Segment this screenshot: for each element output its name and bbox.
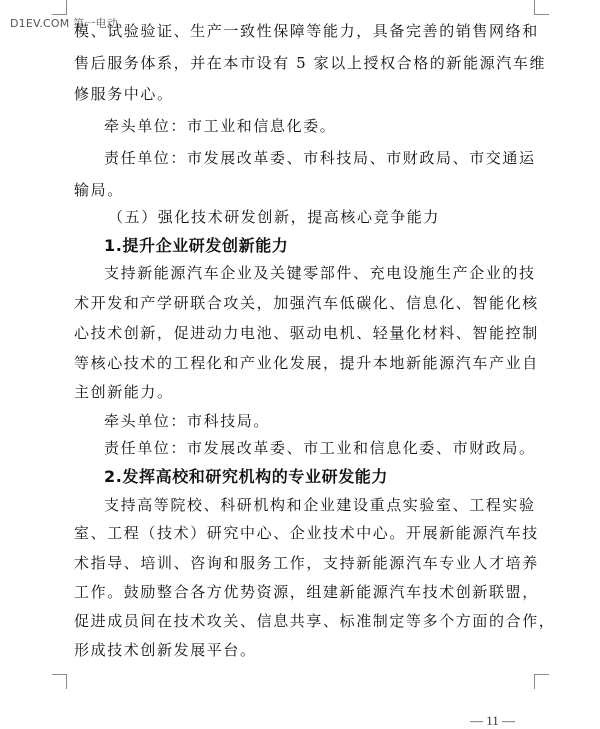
text-line: 形成技术创新发展平台。: [74, 641, 257, 659]
watermark: D1EV.COM 第一电动: [10, 17, 118, 30]
subsection-heading: 1.提升企业研发创新能力: [104, 236, 289, 255]
text-line: 售后服务体系，并在本市设有 5 家以上授权合格的新能源汽车维: [74, 54, 547, 72]
text-line: 工作。鼓励整合各方优势资源，组建新能源汽车技术创新联盟，: [74, 583, 539, 601]
text-line: 术指导、培训、咨询和服务工作，支持新能源汽车专业人才培养: [74, 554, 539, 572]
crop-mark-top-left: [52, 0, 67, 15]
crop-mark-bottom-right: [534, 674, 549, 689]
lead-unit-line: 牵头单位：市科技局。: [104, 412, 271, 430]
text-line: 支持高等院校、科研机构和企业建设重点实验室、工程实验: [104, 496, 536, 514]
crop-mark-top-right: [534, 0, 549, 15]
text-line: 模、试验验证、生产一致性保障等能力，具备完善的销售网络和: [74, 22, 539, 40]
text-line: 心技术创新，促进动力电池、驱动电机、轻量化材料、智能控制: [74, 324, 539, 342]
responsible-unit-line: 责任单位：市发展改革委、市科技局、市财政局、市交通运: [104, 149, 536, 167]
text-line: 主创新能力。: [74, 383, 174, 401]
text-line: 室、工程（技术）研究中心、企业技术中心。开展新能源汽车技: [74, 524, 539, 542]
lead-unit-line: 牵头单位：市工业和信息化委。: [104, 117, 337, 135]
subsection-heading: 2.发挥高校和研究机构的专业研发能力: [104, 467, 389, 486]
text-line: 输局。: [74, 181, 124, 199]
text-line: 修服务中心。: [74, 85, 174, 103]
text-line: 支持新能源汽车企业及关键零部件、充电设施生产企业的技: [104, 264, 536, 282]
responsible-unit-line: 责任单位：市发展改革委、市工业和信息化委、市财政局。: [104, 439, 536, 457]
text-line: 等核心技术的工程化和产业化发展，提升本地新能源汽车产业自: [74, 354, 539, 372]
text-line: 术开发和产学研联合攻关，加强汽车低碳化、信息化、智能化核: [74, 294, 539, 312]
section-heading: （五）强化技术研发创新，提高核心竞争能力: [108, 208, 441, 226]
crop-mark-bottom-left: [52, 674, 67, 689]
text-line: 促进成员间在技术攻关、信息共享、标准制定等多个方面的合作，: [74, 612, 556, 630]
page-number: — 11 —: [470, 713, 516, 728]
